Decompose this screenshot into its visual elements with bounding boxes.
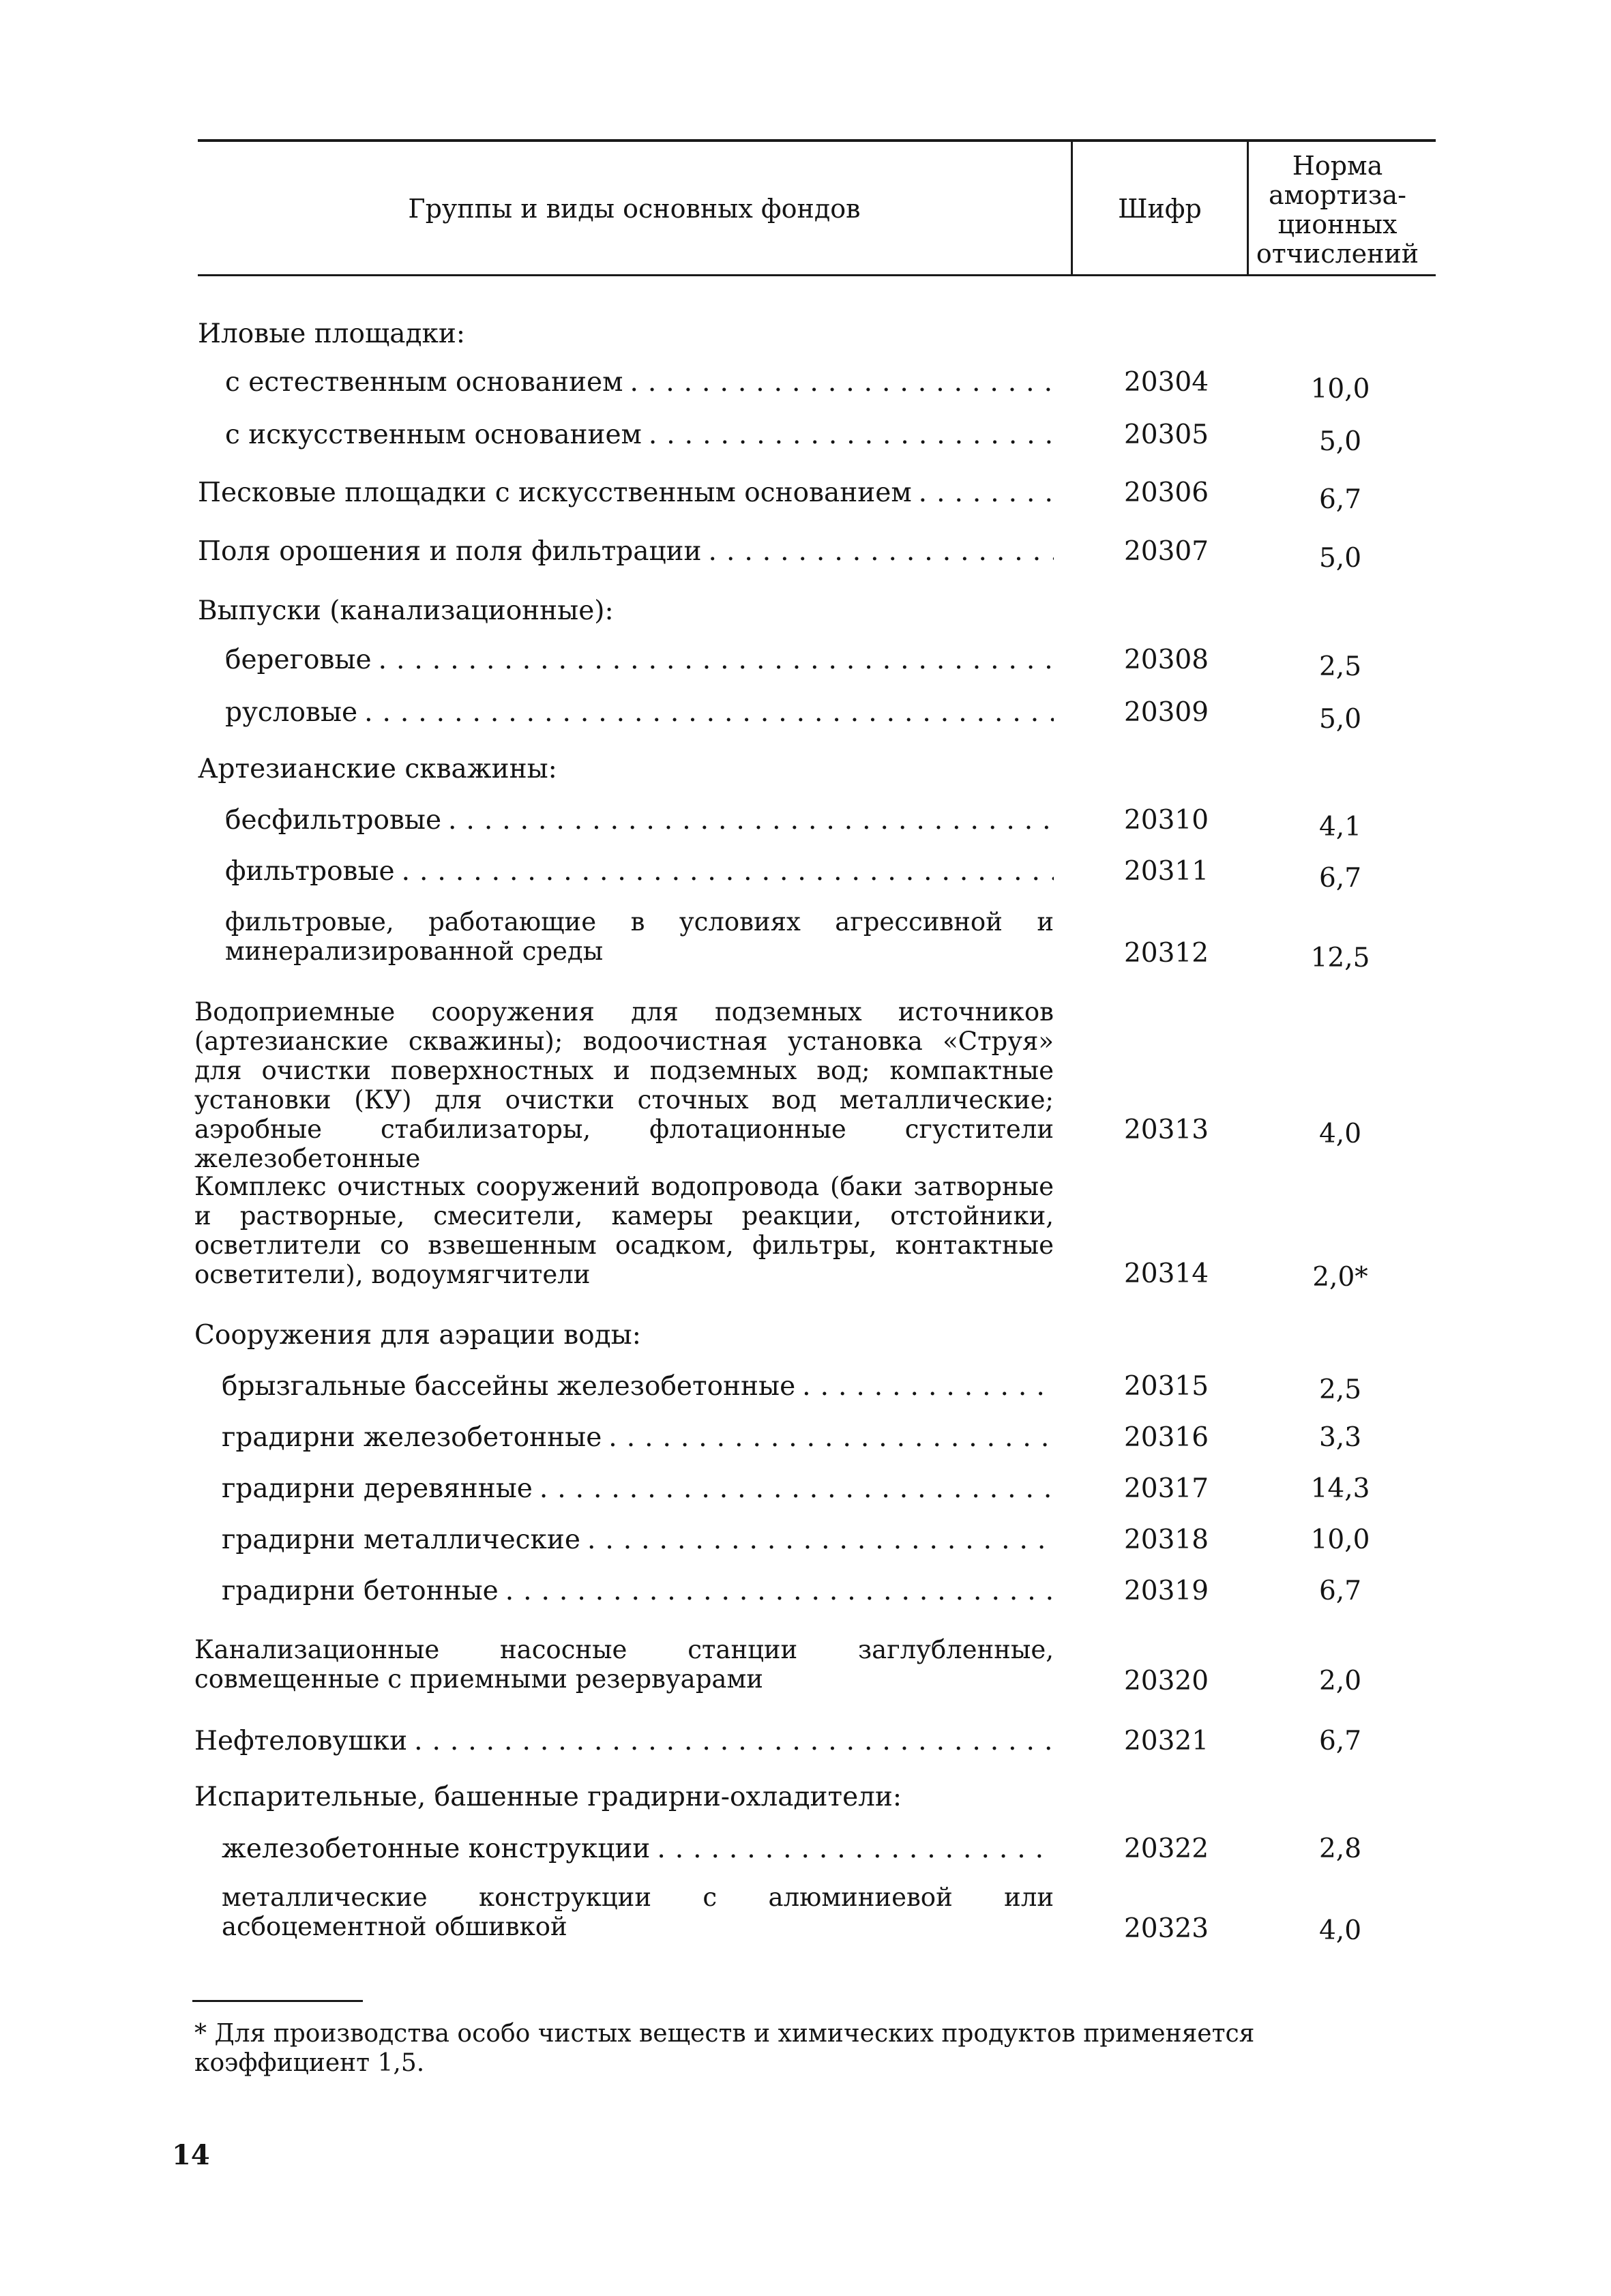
row-label: градирни бетонные ..... [222, 1576, 1054, 1607]
row-norm: 2,5 [1318, 1374, 1362, 1405]
table-row [0, 856, 1611, 911]
table-row [0, 367, 1611, 422]
row-code: 20311 [1123, 856, 1209, 887]
table-row [0, 1172, 1611, 1301]
row-label: градирни металлические ..... [222, 1525, 1054, 1556]
table-row [0, 1782, 1611, 1836]
row-label: Нефтеловушки ..... [194, 1726, 1054, 1757]
row-label: береговые ..... [225, 645, 1054, 676]
table-top-rule [198, 139, 1436, 142]
header-groups: Группы и виды основных фондов [408, 194, 861, 224]
footnote-rule [192, 2000, 363, 2002]
row-norm: 3,3 [1318, 1422, 1362, 1453]
row-label: Выпуски (канализационные): [198, 595, 614, 626]
row-norm: 10,0 [1310, 374, 1370, 404]
row-code: 20306 [1123, 477, 1209, 508]
row-label: Песковые площадки с искусственным основанием ..... [198, 477, 1054, 509]
table-row [0, 319, 1611, 373]
row-code: 20320 [1123, 1666, 1209, 1696]
row-code: 20313 [1123, 1115, 1209, 1145]
row-code: 20318 [1123, 1525, 1209, 1555]
row-label: с искусственным основанием ..... [225, 420, 1054, 451]
row-label: Канализационные насосные станции заглубленные, совмещенные с приемными резервуарами [194, 1635, 1054, 1694]
row-norm: 10,0 [1310, 1525, 1370, 1555]
row-norm: 6,7 [1318, 863, 1362, 894]
table-row [0, 420, 1611, 474]
row-code: 20316 [1123, 1422, 1209, 1453]
row-label: бесфильтровые ..... [225, 805, 1054, 836]
table-row [0, 1834, 1611, 1888]
row-norm: 5,0 [1318, 543, 1362, 574]
table-row [0, 907, 1611, 975]
row-norm: 4,0 [1318, 1915, 1362, 1946]
table-row [0, 1726, 1611, 1780]
row-code: 20305 [1123, 420, 1209, 450]
row-label: брызгальные бассейны железобетонные ..... [222, 1371, 1054, 1402]
row-norm: 2,5 [1318, 651, 1362, 682]
row-label: Артезианские скважины: [198, 754, 557, 784]
footnote: * Для производства особо чистых веществ и химических продуктов применяется коэффициент 1,5. [194, 2020, 1255, 2077]
row-norm: 6,7 [1318, 1726, 1362, 1756]
row-code: 20304 [1123, 367, 1209, 398]
row-code: 20307 [1123, 536, 1209, 567]
row-norm: 12,5 [1310, 943, 1370, 973]
row-label: Сооружения для аэрации воды: [194, 1320, 641, 1351]
table-row [0, 1883, 1611, 1951]
row-code: 20314 [1123, 1259, 1209, 1289]
row-norm: 4,1 [1318, 812, 1362, 842]
row-code: 20315 [1123, 1371, 1209, 1402]
row-label: русловые ..... [225, 697, 1054, 728]
row-norm: 5,0 [1318, 704, 1362, 735]
table-row [0, 1320, 1611, 1374]
row-code: 20310 [1123, 805, 1209, 836]
table-header-bottom-rule [198, 274, 1436, 276]
table-row [0, 645, 1611, 699]
row-norm: 14,3 [1310, 1473, 1370, 1504]
row-code: 20309 [1123, 697, 1209, 728]
row-norm: 6,7 [1318, 1576, 1362, 1606]
row-code: 20319 [1123, 1576, 1209, 1606]
header-norm: Норма амортиза-ционных отчислений [1256, 151, 1419, 269]
table-row [0, 697, 1611, 752]
row-label: градирни железобетонные ..... [222, 1422, 1054, 1454]
table-row [0, 997, 1611, 1173]
row-label: с естественным основанием ..... [225, 367, 1054, 398]
row-label: Поля орошения и поля фильтрации ..... [198, 536, 1054, 568]
row-label: Водоприемные сооружения для подземных источников (артезианские скважины); водоочистная установка «Струя» для очистки поверхностных и подземных вод; компактные установки (КУ) для очистки сточных вод металлические; аэробные стабилизаторы, флотационные сгустители железобетонные [194, 997, 1054, 1173]
table-row [0, 1576, 1611, 1630]
row-label: железобетонные конструкции ..... [222, 1834, 1054, 1865]
table-row [0, 754, 1611, 808]
row-norm: 2,0* [1312, 1262, 1368, 1293]
header-code: Шифр [1118, 194, 1202, 224]
row-code: 20322 [1123, 1834, 1209, 1864]
row-label: металлические конструкции с алюминиевой или асбоцементной обшивкой [222, 1883, 1054, 1941]
table-row [0, 595, 1611, 650]
row-label: Иловые площадки: [198, 319, 466, 349]
header-divider-2 [1247, 141, 1249, 276]
table-row [0, 805, 1611, 859]
row-label: градирни деревянные ..... [222, 1473, 1054, 1505]
row-norm: 6,7 [1318, 484, 1362, 515]
row-code: 20323 [1123, 1913, 1209, 1944]
table-row [0, 1525, 1611, 1579]
table-row [0, 536, 1611, 591]
row-norm: 2,0 [1318, 1666, 1362, 1696]
row-norm: 2,8 [1318, 1834, 1362, 1864]
table-row [0, 1473, 1611, 1528]
table-row [0, 1371, 1611, 1426]
row-code: 20317 [1123, 1473, 1209, 1504]
row-label: Комплекс очистных сооружений водопровода (баки затворные и растворные, смесители, камеры реакции, отстойники, осветлители со взвешенным осадком, фильтры, контактные осветители), водоумягчители [194, 1172, 1054, 1289]
row-label: фильтровые ..... [225, 856, 1054, 887]
row-code: 20312 [1123, 938, 1209, 969]
row-norm: 4,0 [1318, 1119, 1362, 1149]
row-label: Испарительные, башенные градирни-охладители: [194, 1782, 902, 1812]
row-label: фильтровые, работающие в условиях агрессивной и минерализированной среды [225, 907, 1054, 966]
row-norm: 5,0 [1318, 426, 1362, 457]
row-code: 20321 [1123, 1726, 1209, 1756]
table-row [0, 1635, 1611, 1703]
page-number: 14 [172, 2139, 210, 2171]
table-row [0, 1422, 1611, 1477]
table-row [0, 477, 1611, 532]
row-code: 20308 [1123, 645, 1209, 675]
